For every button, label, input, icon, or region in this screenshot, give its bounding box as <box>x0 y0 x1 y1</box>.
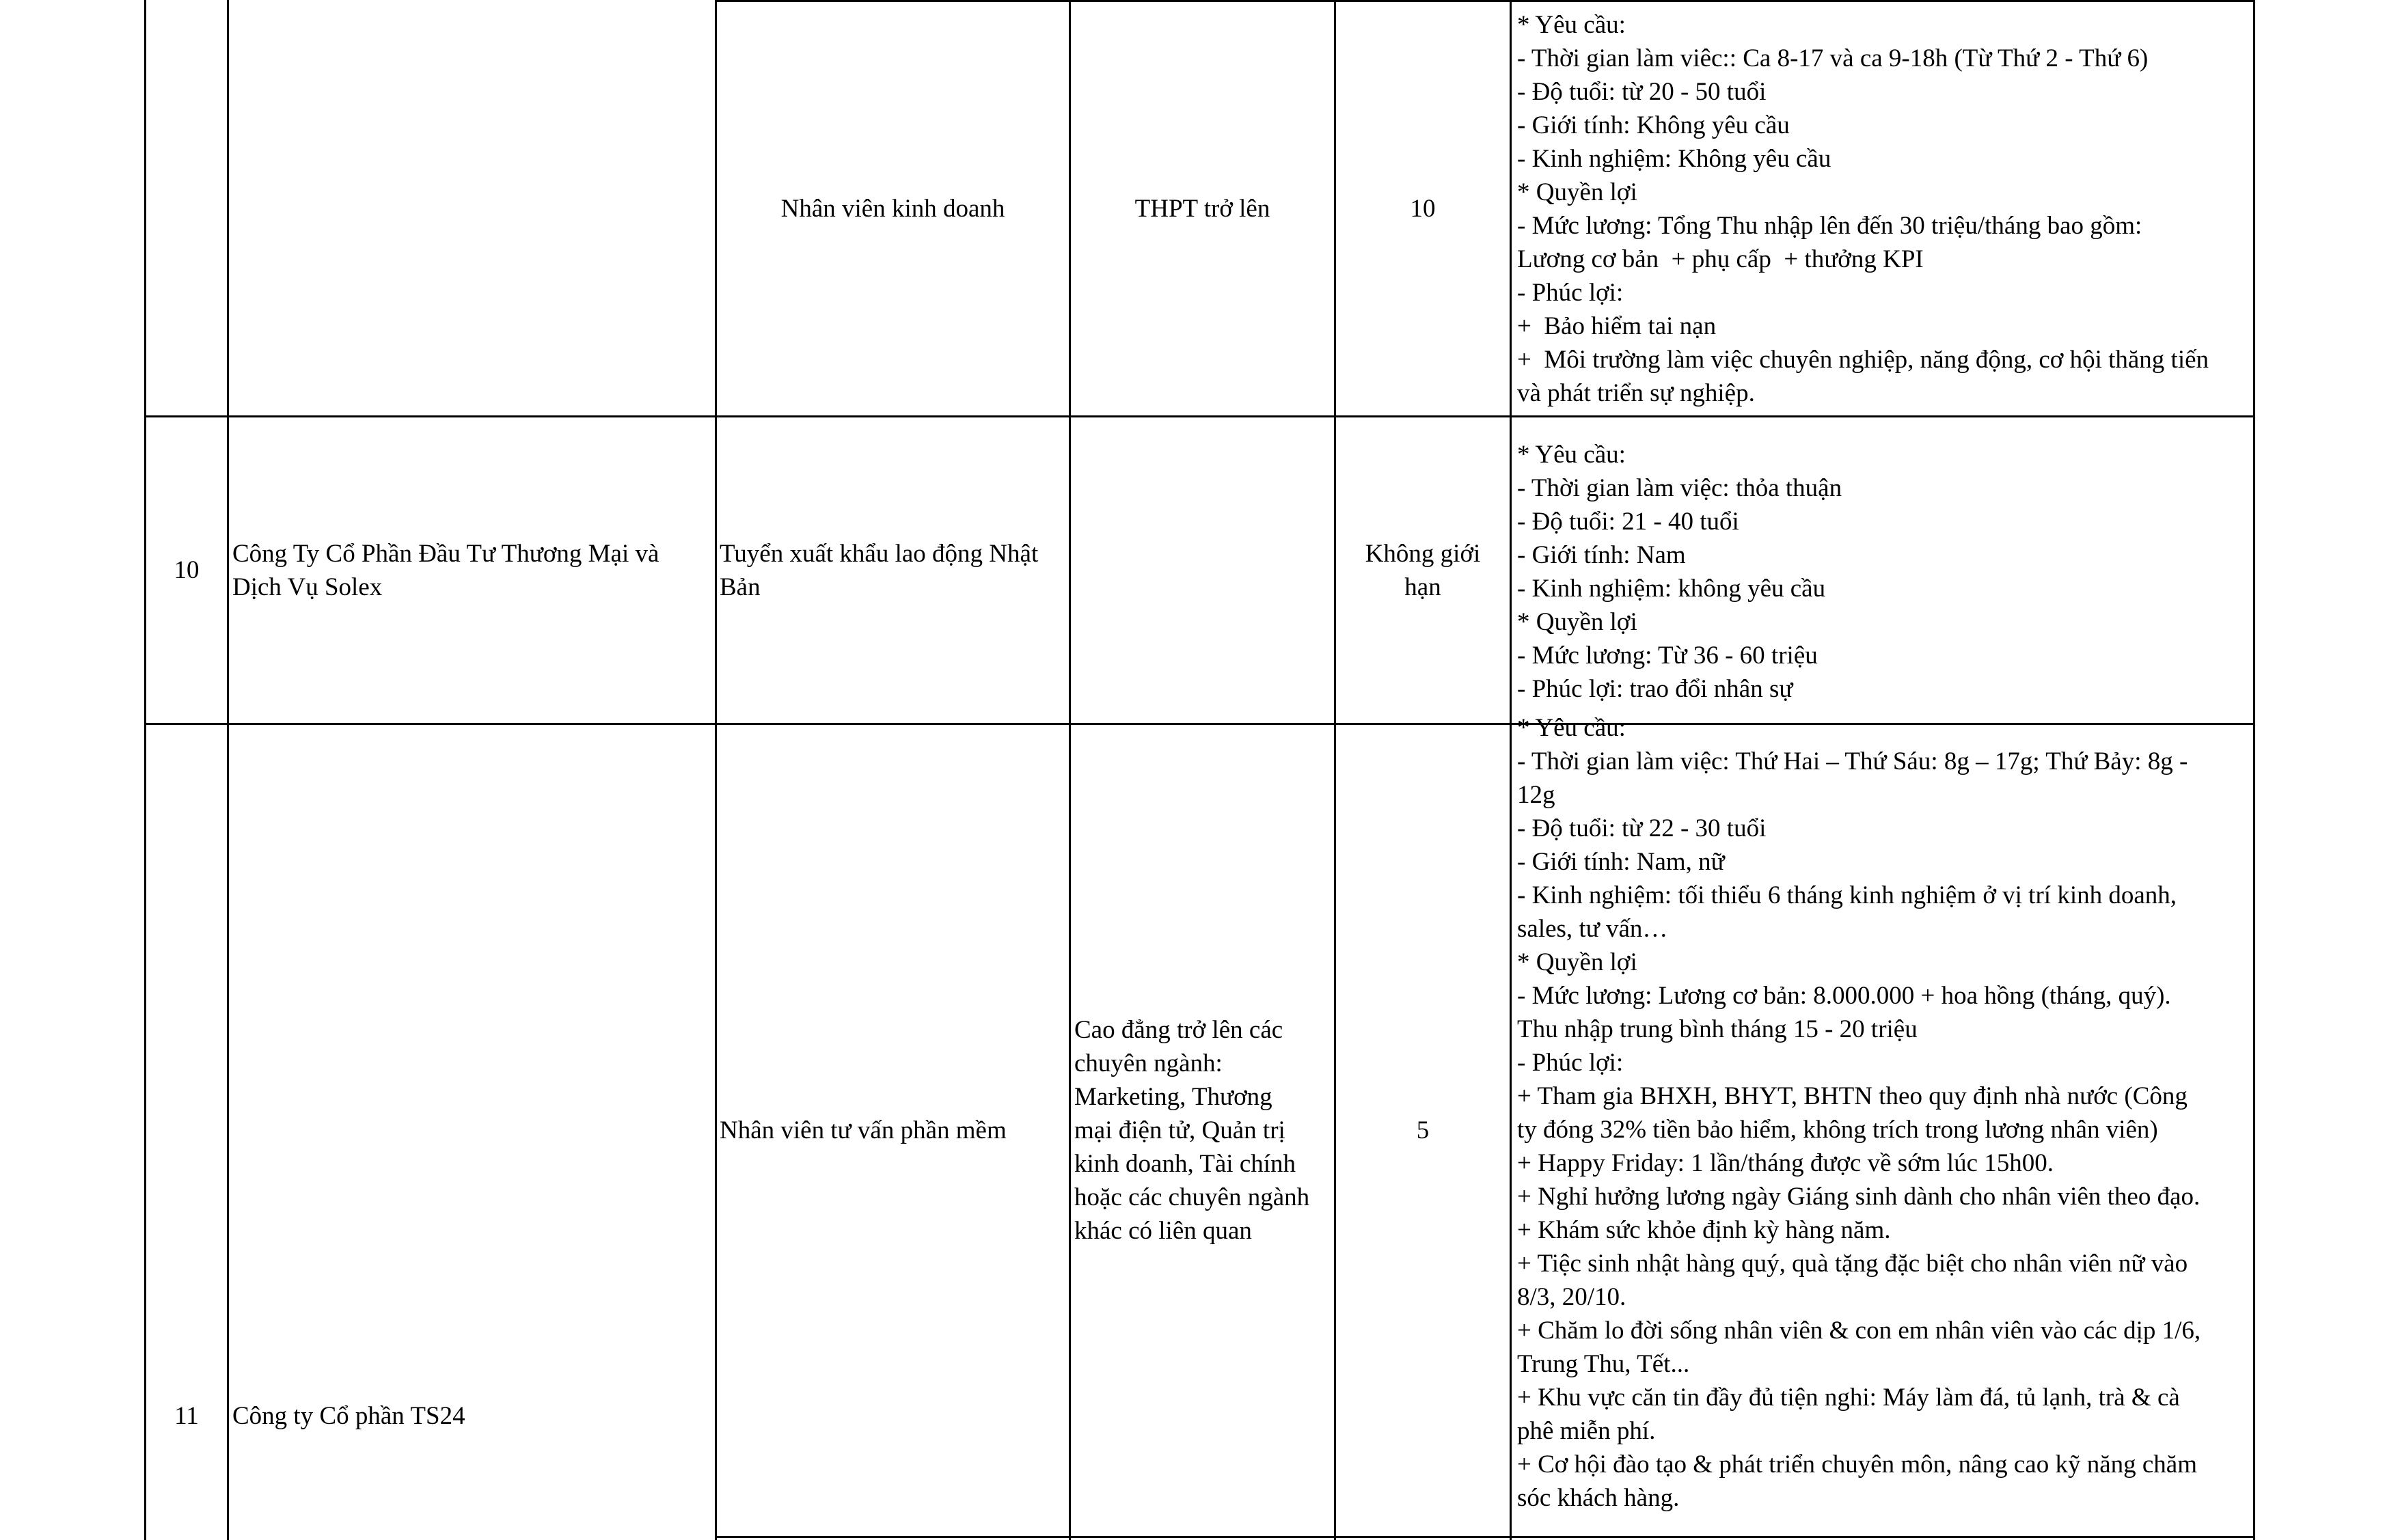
row-1-position <box>717 2 1069 415</box>
row-1-quantity-text: 10 <box>1410 195 1436 223</box>
row-2-stt-text: 10 <box>174 556 200 584</box>
row-3-company <box>232 725 711 1433</box>
row-2-position-text: Tuyển xuất khẩu lao động Nhật Bản <box>720 539 1039 601</box>
row-3-company-text: Công ty Cổ phần TS24 <box>232 1402 465 1430</box>
grid-line-bottom <box>715 1536 2255 1538</box>
row-2-position <box>720 417 1069 723</box>
row-3-position-text: Nhân viên tư vấn phần mềm <box>720 1116 1007 1144</box>
grid-line-company-left <box>227 0 229 1540</box>
row-1-company <box>232 2 711 415</box>
row-3-education <box>1074 725 1334 1536</box>
grid-line-description-right <box>2253 0 2255 1540</box>
row-2-description-text: * Yêu cầu: - Thời gian làm việc: thỏa thuận - Độ tuổi: 21 - 40 tuổi - Giới tính: Nam - Kinh nghiệm: không yêu cầu * Quyền lợi - Mức lương: Từ 36 - 60 triệu - Phúc lợi: trao đổi nhân sự <box>1517 441 1842 703</box>
row-2-company-text: Công Ty Cổ Phần Đầu Tư Thương Mại và Dịch Vụ Solex <box>232 539 659 601</box>
row-3-stt-text: 11 <box>174 1402 199 1430</box>
row-2-stt <box>146 417 227 723</box>
row-1-description <box>1512 8 2253 415</box>
row-3-quantity-text: 5 <box>1416 1116 1430 1144</box>
row-2-description <box>1512 438 2253 723</box>
row-3-quantity <box>1336 725 1510 1536</box>
row-1-education <box>1071 2 1334 415</box>
row-3-education-text: Cao đẳng trở lên các chuyên ngành: Marketing, Thương mại điện tử, Quản trị kinh doanh, Tài chính hoặc các chuyên ngành khác có liên quan <box>1074 1016 1310 1245</box>
row-2-quantity-text: Không giới hạn <box>1365 539 1481 601</box>
row-2-education <box>1071 417 1334 723</box>
row-3-position <box>720 725 1069 1536</box>
row-2-company <box>232 417 715 723</box>
row-3-stt <box>146 725 227 1433</box>
row-2-quantity <box>1336 417 1510 723</box>
row-3-description-text: * Yêu cầu: - Thời gian làm việc: Thứ Hai – Thứ Sáu: 8g – 17g; Thứ Bảy: 8g - 12g - Độ tuổi: từ 22 - 30 tuổi - Giới tính: Nam, nữ - Kinh nghiệm: tối thiểu 6 tháng kinh nghiệm ở vị trí kinh doanh, sales, tư vấn… * Quyền lợi - Mức lương: Lương cơ bản: 8.000.000 + hoa hồng (tháng, quý). Thu nhập trung bình tháng 15 - 20 triệu - Phúc lợi: + Tham gia BHXH, BHYT, BHTN theo quy định nhà nước (Công ty đóng 32% tiền bảo hiểm, không trích trong lương nhân viên) + Happy Friday: 1 lần/tháng được về sớm lúc 15h00. + Nghỉ hưởng lương ngày Giáng sinh dành cho nhân viên theo đạo. + Khám sức khỏe định kỳ hàng năm. + Tiệc sinh nhật hàng quý, quà tặng đặc biệt cho nhân viên nữ vào 8/3, 20/10. + Chăm lo đời sống nhân viên & con em nhân viên vào các dịp 1/6, Trung Thu, Tết... + Khu vực căn tin đầy đủ tiện nghi: Máy làm đá, tủ lạnh, trà & cà phê miễn phí. + Cơ hội đào tạo & phát triển chuyên môn, nâng cao kỹ năng chăm sóc khách hàng. <box>1517 714 2201 1512</box>
row-1-position-text: Nhân viên kinh doanh <box>780 195 1005 223</box>
row-3-description <box>1512 711 2253 1536</box>
row-1-description-text: * Yêu cầu: - Thời gian làm viêc:: Ca 8-17 và ca 9-18h (Từ Thứ 2 - Thứ 6) - Độ tuổi: từ 20 - 50 tuổi - Giới tính: Không yêu cầu - Kinh nghiệm: Không yêu cầu * Quyền lợi - Mức lương: Tổng Thu nhập lên đến 30 triệu/tháng bao gồm: Lương cơ bản + phụ cấp + thưởng KPI - Phúc lợi: + Bảo hiểm tai nạn + Môi trường làm việc chuyên nghiệp, năng động, cơ hội thăng tiến và phát triển sự nghiệp. <box>1517 11 2209 407</box>
row-1-education-text: THPT trở lên <box>1134 195 1270 223</box>
row-1-quantity <box>1336 2 1510 415</box>
row-1-stt <box>146 2 227 415</box>
